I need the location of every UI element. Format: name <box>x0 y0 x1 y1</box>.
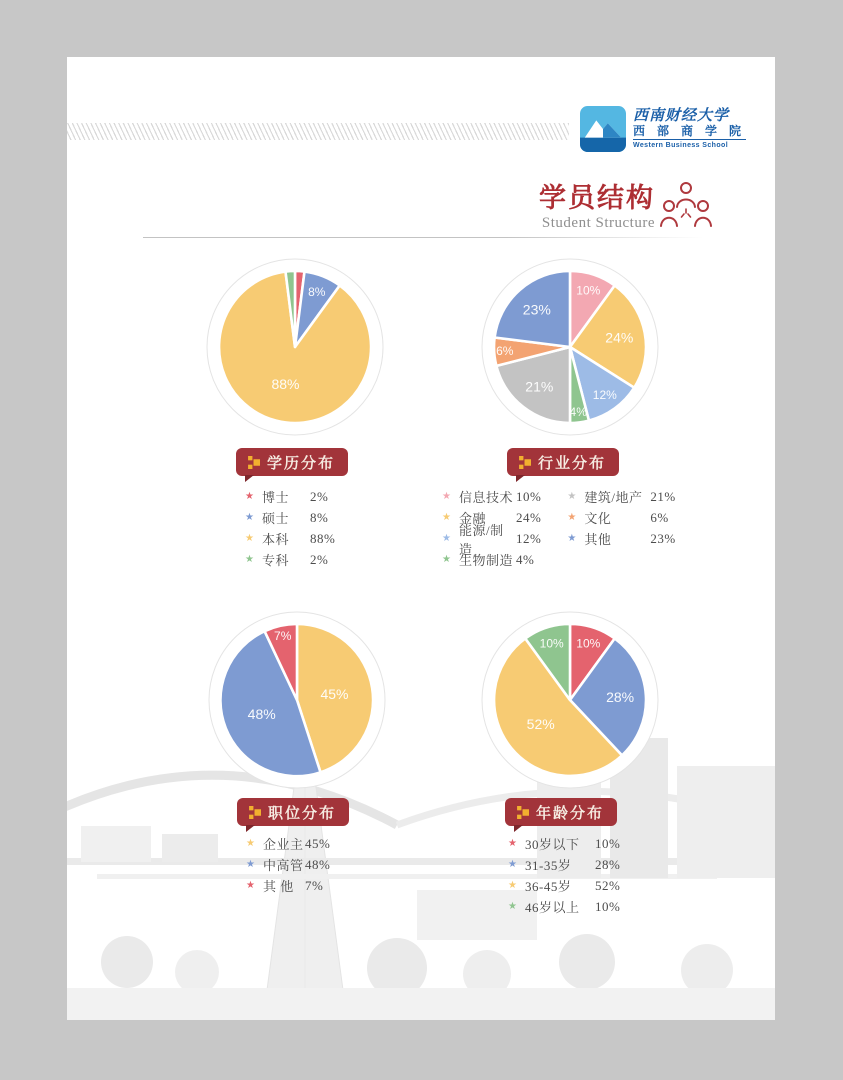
legend-label: 专科 <box>262 553 290 568</box>
legend-item <box>508 896 620 917</box>
svg-text:88%: 88% <box>271 375 300 392</box>
legend-label: 中高管 <box>263 858 304 873</box>
industry-pie-chart <box>481 258 659 436</box>
legend-value: 24% <box>516 509 542 525</box>
svg-text:21%: 21% <box>525 378 554 395</box>
badge-arrow-icon <box>518 456 531 469</box>
badge-position-distribution <box>237 798 349 826</box>
title-divider <box>143 237 703 238</box>
legend-item <box>508 833 620 854</box>
pie-plate <box>481 258 659 436</box>
legend-star-icon: ★ <box>442 512 451 523</box>
svg-text:7%: 7% <box>274 629 292 644</box>
legend-star-icon: ★ <box>442 533 451 544</box>
badge-label: 行业分布 <box>538 455 607 472</box>
mountain-logo-icon <box>580 106 626 152</box>
svg-text:24%: 24% <box>605 329 634 346</box>
legend-value: 6% <box>650 509 669 525</box>
legend-item <box>245 528 335 549</box>
section-title <box>539 183 655 232</box>
legend-star-icon: ★ <box>245 512 254 523</box>
legend-value: 45% <box>305 835 331 851</box>
legend-label: 硕士 <box>262 511 290 526</box>
legend-value: 10% <box>595 835 621 851</box>
legend-star-icon: ★ <box>442 554 451 565</box>
legend-star-icon: ★ <box>508 859 517 870</box>
badge-label: 年龄分布 <box>536 805 605 822</box>
legend-value: 10% <box>595 898 621 914</box>
legend-label: 金融 <box>459 511 487 526</box>
legend-label: 信息技术 <box>459 490 514 505</box>
legend-star-icon: ★ <box>508 838 517 849</box>
legend-item <box>245 486 335 507</box>
legend-item <box>442 522 542 557</box>
legend-item <box>246 833 330 854</box>
logo-university-name: 西南财经大学 <box>633 108 730 125</box>
svg-text:28%: 28% <box>606 688 635 705</box>
svg-text:10%: 10% <box>576 636 601 651</box>
legend-star-icon: ★ <box>508 901 517 912</box>
pie-plate <box>481 611 659 789</box>
legend-value: 2% <box>310 551 329 567</box>
legend-label: 建筑/地产 <box>584 490 643 505</box>
education-pie-chart <box>206 258 384 436</box>
svg-text:12%: 12% <box>592 388 617 402</box>
legend-item <box>567 507 675 528</box>
badge-industry-distribution <box>507 448 619 476</box>
badge-arrow-icon <box>247 456 260 469</box>
legend-star-icon: ★ <box>442 491 451 502</box>
legend-label: 30岁以下 <box>525 837 580 852</box>
page-subtitle: Student Structure <box>541 215 655 231</box>
legend-star-icon: ★ <box>567 491 577 502</box>
legend-star-icon: ★ <box>508 880 517 891</box>
legend-star-icon: ★ <box>246 880 255 891</box>
legend-label: 其他 <box>584 532 612 547</box>
legend-value: 23% <box>650 530 676 546</box>
logo-text <box>633 108 746 150</box>
age-legend <box>508 833 620 917</box>
legend-item <box>246 854 330 875</box>
diagonal-stripe-band <box>67 123 569 140</box>
legend-label: 博士 <box>262 490 290 505</box>
legend-label: 企业主 <box>263 837 304 852</box>
legend-value: 48% <box>305 856 331 872</box>
position-pie-chart <box>208 611 386 789</box>
badge-label: 学历分布 <box>267 455 336 472</box>
svg-text:4%: 4% <box>569 404 587 419</box>
legend-item <box>245 549 335 570</box>
legend-item <box>246 875 330 896</box>
legend-item <box>442 486 541 507</box>
logo-school-name-en: Western Business School <box>633 139 746 150</box>
education-legend <box>245 486 335 570</box>
svg-text:48%: 48% <box>247 706 276 722</box>
legend-item <box>508 875 620 896</box>
legend-value: 88% <box>310 530 336 546</box>
legend-label: 能源/制造 <box>459 522 504 557</box>
badge-label: 职位分布 <box>268 805 337 822</box>
brochure-page <box>67 57 775 1020</box>
pie-plate <box>206 258 384 436</box>
legend-label: 36-45岁 <box>525 879 572 894</box>
legend-value: 52% <box>595 877 621 893</box>
badge-education-distribution <box>236 448 348 476</box>
legend-star-icon: ★ <box>246 859 255 870</box>
badge-arrow-icon <box>248 806 261 819</box>
svg-text:23%: 23% <box>522 301 551 318</box>
legend-star-icon: ★ <box>245 554 254 565</box>
legend-value: 4% <box>516 551 535 567</box>
legend-star-icon: ★ <box>246 838 255 849</box>
svg-text:10%: 10% <box>539 636 564 651</box>
campus-watermark-image <box>67 700 775 1020</box>
legend-item <box>245 507 335 528</box>
age-pie-chart <box>481 611 659 789</box>
legend-value: 21% <box>650 488 676 504</box>
legend-item <box>442 549 541 570</box>
legend-label: 其 他 <box>263 879 294 894</box>
badge-age-distribution <box>505 798 617 826</box>
legend-label: 46岁以上 <box>525 900 580 915</box>
legend-item <box>567 486 675 507</box>
legend-label: 31-35岁 <box>525 858 572 873</box>
svg-text:10%: 10% <box>576 283 601 298</box>
school-logo <box>580 106 746 152</box>
legend-value: 8% <box>310 509 329 525</box>
legend-item <box>567 528 675 549</box>
legend-label: 本科 <box>262 532 290 547</box>
legend-star-icon: ★ <box>567 533 577 544</box>
legend-item <box>508 854 620 875</box>
legend-value: 28% <box>595 856 621 872</box>
svg-text:8%: 8% <box>308 284 326 299</box>
svg-text:45%: 45% <box>320 686 349 703</box>
legend-label: 生物制造 <box>459 553 514 568</box>
legend-value: 7% <box>305 877 324 893</box>
industry-legend <box>442 486 676 570</box>
badge-arrow-icon <box>516 806 529 819</box>
svg-text:6%: 6% <box>496 344 514 359</box>
legend-value: 2% <box>310 488 329 504</box>
legend-star-icon: ★ <box>567 512 577 523</box>
position-legend <box>246 833 330 896</box>
svg-text:52%: 52% <box>526 716 555 733</box>
legend-star-icon: ★ <box>245 491 254 502</box>
legend-label: 文化 <box>584 511 612 526</box>
logo-school-name: 西 部 商 学 院 <box>633 124 746 139</box>
legend-star-icon: ★ <box>245 533 254 544</box>
students-icon <box>660 181 712 229</box>
pie-plate <box>208 611 386 789</box>
legend-value: 10% <box>516 488 542 504</box>
page-title: 学员结构 <box>539 183 655 213</box>
legend-value: 12% <box>516 530 542 546</box>
